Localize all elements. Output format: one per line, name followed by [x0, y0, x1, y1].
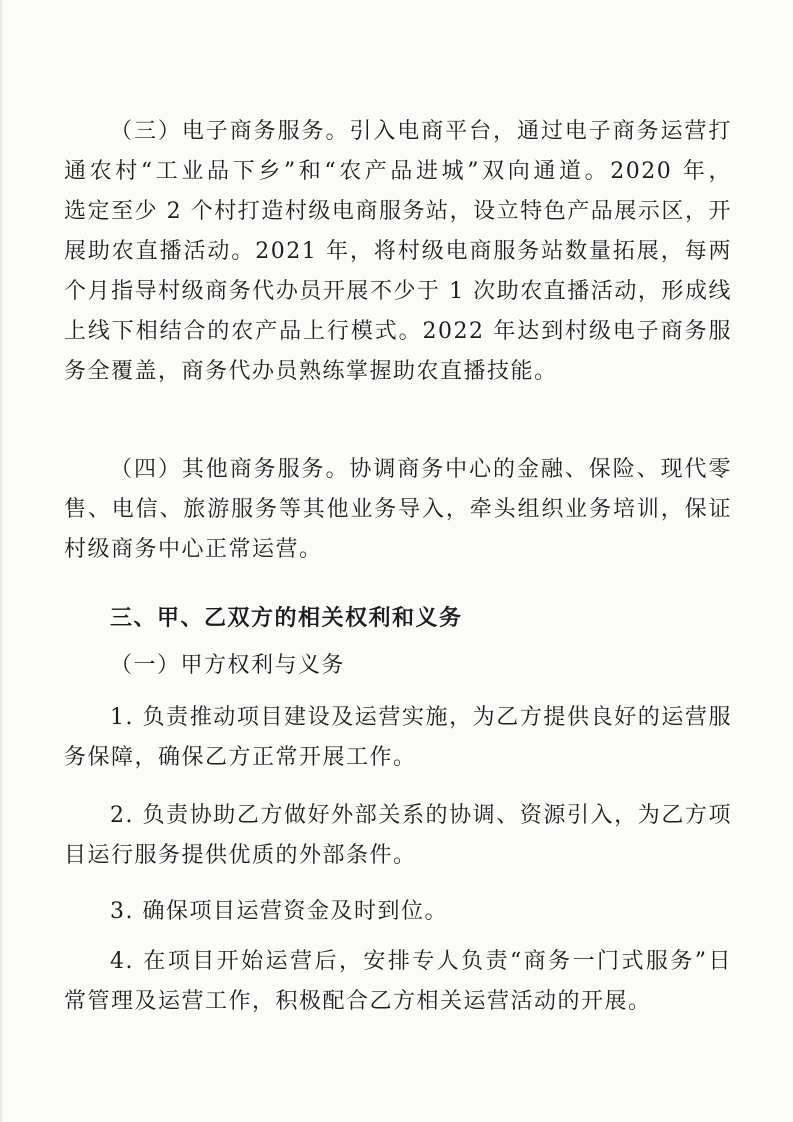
paragraph-ecommerce-service	[64, 112, 732, 392]
paragraph-line: 村级商务中心正常运营。	[64, 537, 323, 562]
paragraph-line: （三）电子商务服务。引入电商平台，通过电子商务运营打	[110, 119, 732, 144]
list-item-2	[64, 796, 732, 876]
list-item-line: 1. 负责推动项目建设及运营实施，为乙方提供良好的运营服	[110, 705, 732, 730]
list-item-3	[64, 892, 732, 932]
scan-edge	[0, 0, 3, 1122]
paragraph-line: 选定至少 2 个村打造村级电商服务站，设立特色产品展示区，开	[64, 199, 732, 224]
section-heading	[64, 598, 732, 638]
list-item-line: 常管理及运营工作，积极配合乙方相关运营活动的开展。	[64, 989, 652, 1014]
list-item-line: 3. 确保项目运营资金及时到位。	[110, 899, 448, 924]
paragraph-line: 售、电信、旅游服务等其他业务导入，牵头组织业务培训，保证	[64, 497, 732, 522]
subsection-heading	[64, 646, 732, 686]
paragraph-line: 个月指导村级商务代办员开展不少于 1 次助农直播活动，形成线	[64, 279, 732, 304]
list-item-4	[64, 942, 732, 1022]
paragraph-line: 展助农直播活动。2021 年，将村级电商服务站数量拓展，每两	[64, 239, 732, 264]
section-heading-text: 三、甲、乙双方的相关权利和义务	[110, 605, 463, 631]
list-item-line: 目运行服务提供优质的外部条件。	[64, 843, 417, 868]
list-item-line: 2. 负责协助乙方做好外部关系的协调、资源引入，为乙方项	[110, 803, 732, 828]
subsection-heading-text: （一）甲方权利与义务	[110, 653, 346, 678]
paragraph-line: 务全覆盖，商务代办员熟练掌握助农直播技能。	[64, 359, 558, 384]
paragraph-other-business-service	[64, 450, 732, 570]
list-item-line: 务保障，确保乙方正常开展工作。	[64, 745, 417, 770]
list-item-line: 4. 在项目开始运营后，安排专人负责“商务一门式服务”日	[110, 949, 732, 974]
paragraph-line: 通农村“工业品下乡”和“农产品进城”双向通道。2020 年，	[64, 159, 732, 184]
list-item-1	[64, 698, 732, 778]
paragraph-line: 上线下相结合的农产品上行模式。2022 年达到村级电子商务服	[64, 319, 732, 344]
paragraph-line: （四）其他商务服务。协调商务中心的金融、保险、现代零	[110, 457, 732, 482]
